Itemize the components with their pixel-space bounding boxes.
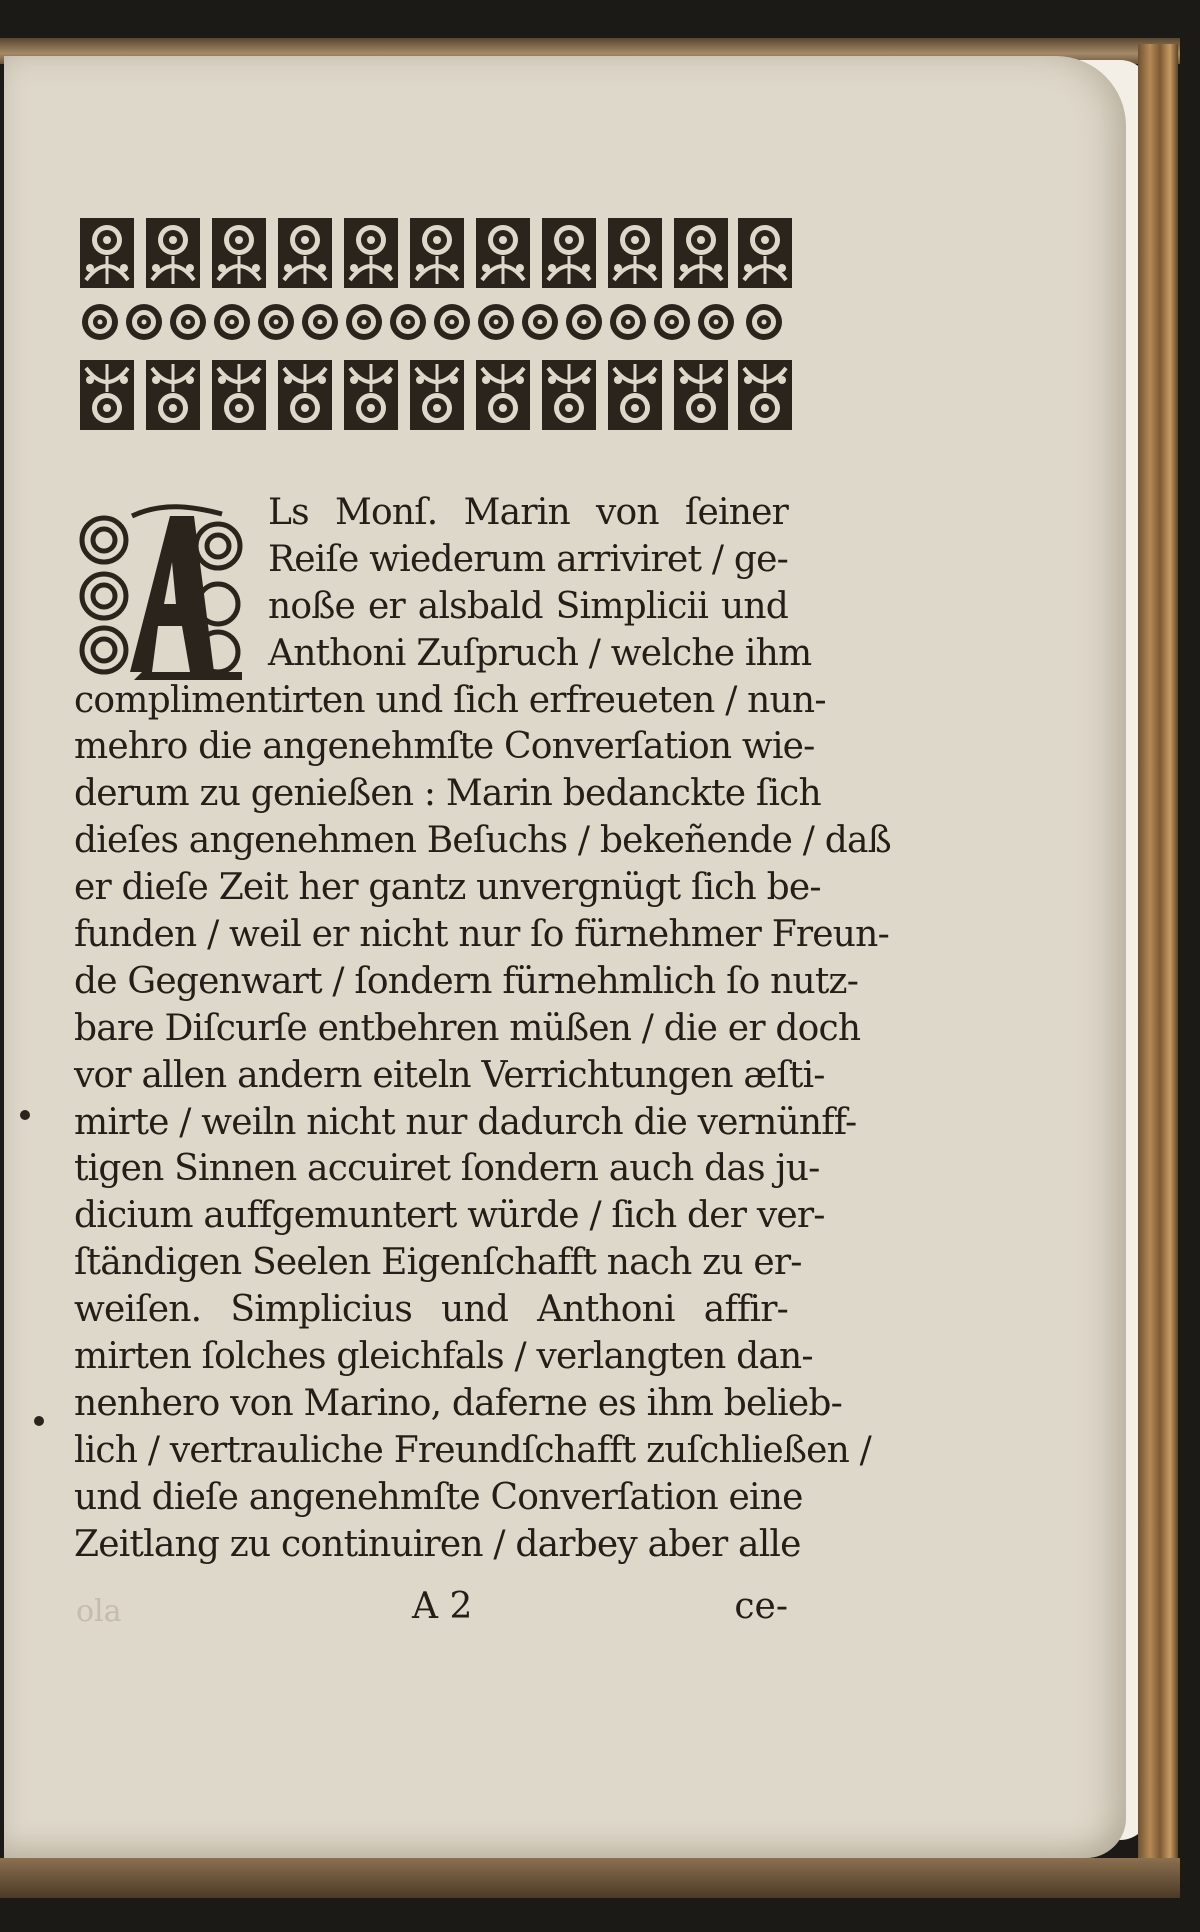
text-line: dieſes angenehmen Beſuchs / bekeñende / daß bbox=[74, 820, 891, 862]
text-line: Reiſe wiederum arriviret / ge- bbox=[268, 538, 788, 580]
bleed-through-text: ola bbox=[76, 1594, 122, 1629]
text-line: mirten ſolches gleichfals / verlangten dan- bbox=[74, 1336, 813, 1378]
text-line: er dieſe Zeit her gantz unvergnügt ſich be- bbox=[74, 867, 821, 909]
ornament-row-middle bbox=[82, 304, 782, 340]
text-line: funden / weil er nicht nur ſo fürnehmer Freun- bbox=[74, 914, 889, 956]
signature-mark: A 2 bbox=[412, 1586, 473, 1627]
text-line: de Gegenwart / ſondern fürnehmlich ſo nutz- bbox=[74, 960, 859, 1002]
text-line: ſtändigen Seelen Eigenſchafft nach zu er- bbox=[74, 1242, 802, 1284]
ornament-row-bottom bbox=[80, 360, 792, 430]
text-line: derum zu genießen : Marin bedanckte ſich bbox=[74, 773, 821, 815]
text-line: Ls Monſ. Marin von ſeiner bbox=[268, 492, 788, 533]
binding-bottom-edge bbox=[0, 1858, 1180, 1898]
marbled-cover-edge bbox=[1138, 44, 1178, 1894]
text-line: mirte / weiln nicht nur dadurch die vernünff- bbox=[74, 1101, 857, 1143]
printers-ornament-band bbox=[80, 218, 792, 430]
text-line: bare Diſcurſe entbehren müßen / die er doch bbox=[74, 1007, 861, 1049]
text-line: vor allen andern eiteln Verrichtungen æſti- bbox=[74, 1054, 825, 1096]
catchword: ce- bbox=[734, 1586, 788, 1627]
body-text bbox=[74, 490, 891, 1568]
text-line: Zeitlang zu continuiren / darbey aber alle bbox=[74, 1523, 801, 1565]
text-line: dicium auffgemuntert würde / ſich der ver- bbox=[74, 1195, 825, 1237]
ink-speck bbox=[34, 1416, 44, 1426]
text-line: lich / vertrauliche Freundſchafft zuſchließen / bbox=[74, 1429, 871, 1471]
text-line: mehro die angenehmſte Converſation wie- bbox=[74, 726, 815, 768]
text-line: nenhero von Marino, daferne es ihm belieb- bbox=[74, 1382, 842, 1424]
text-line: und dieſe angenehmſte Converſation eine bbox=[74, 1476, 803, 1518]
text-line: Anthoni Zuſpruch / welche ihm bbox=[268, 632, 812, 674]
text-line: noße er alsbald Simplicii und bbox=[268, 585, 788, 627]
text-line: weiſen. Simplicius und Anthoni affir- bbox=[74, 1289, 788, 1331]
ink-speck bbox=[20, 1110, 30, 1120]
page-footer bbox=[74, 1586, 788, 1636]
ornament-row-top bbox=[80, 218, 792, 288]
text-line: complimentirten und ſich erfreueten / nun- bbox=[74, 679, 826, 721]
text-line: tigen Sinnen accuiret ſondern auch das ju- bbox=[74, 1148, 820, 1190]
